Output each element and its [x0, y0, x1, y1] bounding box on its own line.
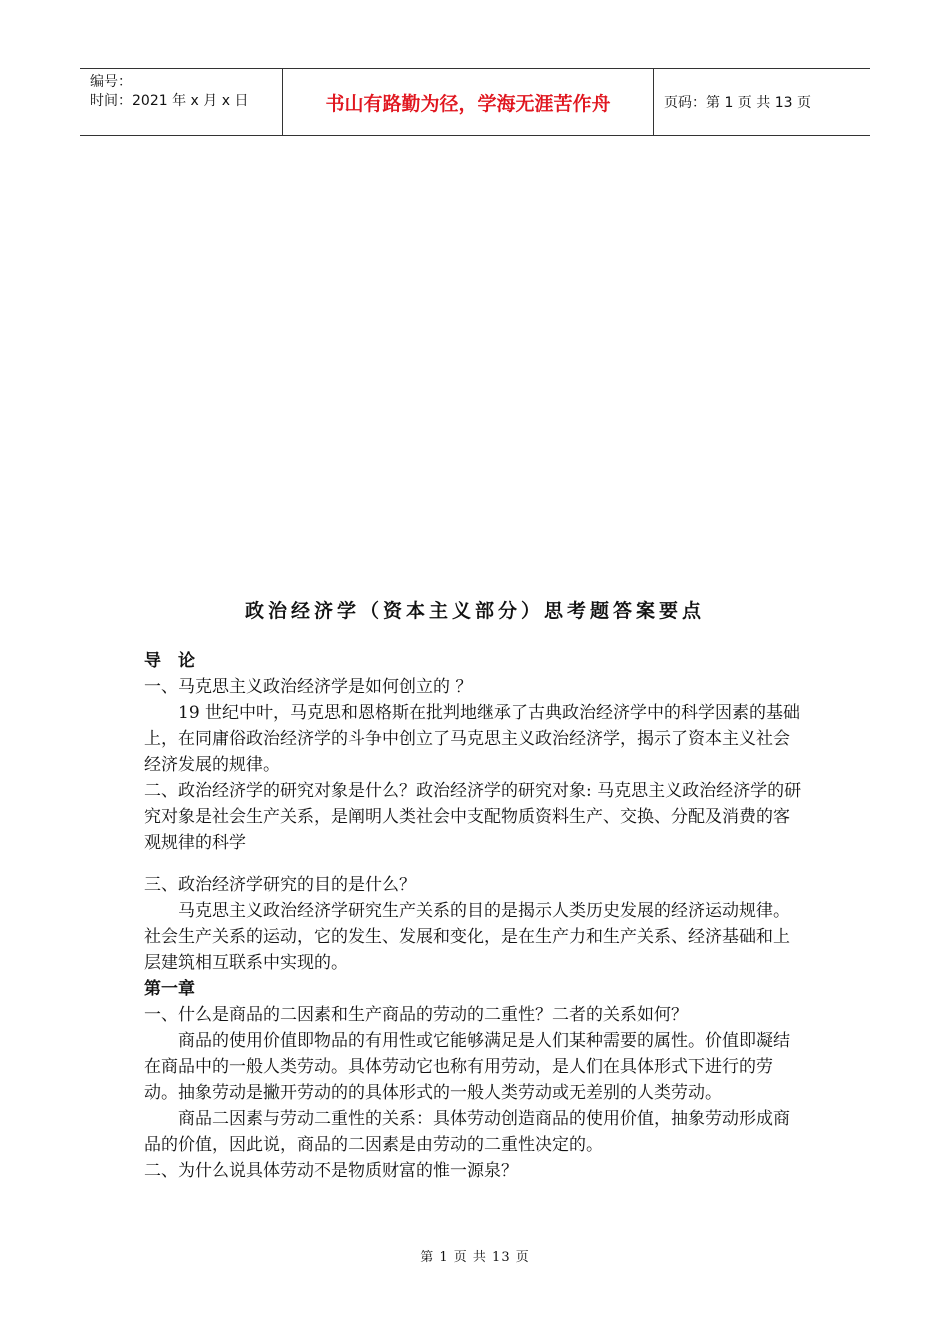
- answer-4-part-1: 商品的使用价值即物品的有用性或它能够满足是人们某种需要的属性。价值即凝结在商品中的一般人类劳动。具体劳动它也称有用劳动，是人们在具体形式下进行的劳动。抽象劳动是撇开劳动的的具体形式的一般人类劳动或无差别的人类劳动。: [144, 1031, 790, 1103]
- question-1: 一、马克思主义政治经济学是如何创立的 ？: [144, 677, 473, 697]
- question-2: 二、政治经济学的研究对象是什么？政治经济学的研究对象: 马克思主义政治经济学的研究对象是社会生产关系，是阐明人类社会中支配物质资料生产、交换、分配及消费的客观规律的科学: [144, 781, 802, 853]
- section-heading-intro: 导 论: [144, 651, 195, 671]
- document-header: [80, 68, 870, 136]
- header-motto: 书山有路勤为径，学海无涯苦作舟: [282, 69, 654, 135]
- document-title: 政治经济学（资本主义部分）思考题答案要点: [244, 600, 705, 622]
- answer-3: 马克思主义政治经济学研究生产关系的目的是揭示人类历史发展的经济运动规律。社会生产关系的运动，它的发生、发展和变化，是在生产力和生产关系、经济基础和上层建筑相互联系中实现的。: [144, 901, 790, 973]
- answer-4-part-2: 商品二因素与劳动二重性的关系：具体劳动创造商品的使用价值，抽象劳动形成商品的价值，因此说，商品的二因素是由劳动的二重性决定的。: [144, 1109, 790, 1155]
- header-number-label: 编号：: [90, 74, 132, 90]
- question-3: 三、政治经济学研究的目的是什么？: [144, 875, 416, 895]
- question-4: 一、什么是商品的二因素和生产商品的劳动的二重性？二者的关系如何？: [144, 1005, 688, 1025]
- page-footer: 第 1 页 共 13 页: [420, 1250, 530, 1265]
- header-page-info: 页码：第 1 页 共 13 页: [664, 95, 811, 111]
- header-meta: [80, 69, 282, 135]
- header-time-label: 时间：2021 年 x 月 x 日: [90, 93, 249, 109]
- question-5: 二、为什么说具体劳动不是物质财富的惟一源泉？: [144, 1161, 518, 1181]
- section-heading-chapter-1: 第一章: [144, 979, 195, 999]
- document-body: [144, 648, 804, 1184]
- answer-1: 19 世纪中叶，马克思和恩格斯在批判地继承了古典政治经济学中的科学因素的基础上，在同庸俗政治经济学的斗争中创立了马克思主义政治经济学，揭示了资本主义社会经济发展的规律。: [144, 703, 801, 775]
